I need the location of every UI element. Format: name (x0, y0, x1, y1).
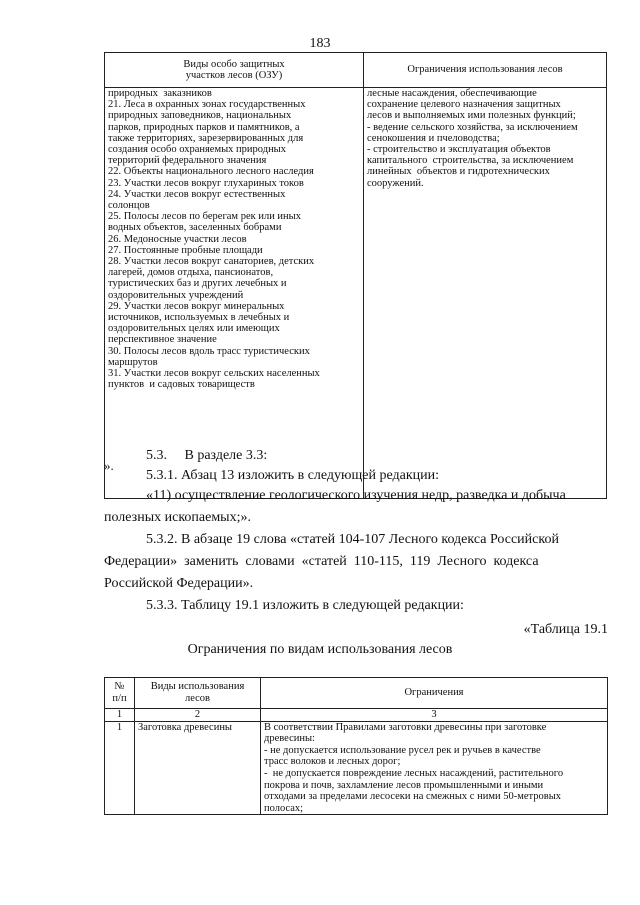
restriction-line: покрова и почв, захламление лесов промышленными и иными (264, 779, 544, 791)
header-line: № (114, 681, 125, 693)
table-label: «Таблица 19.1 (523, 622, 608, 637)
list-item: 24. Участки лесов вокруг естественных (108, 188, 286, 200)
list-item: 29. Участки лесов вокруг минеральных (108, 300, 285, 312)
list-item: 30. Полосы лесов вдоль трасс туристических (108, 345, 310, 357)
list-item: лагерей, домов отдыха, пансионатов, (108, 267, 274, 279)
list-item: 23. Участки лесов вокруг глухариных токов (108, 177, 304, 189)
list-item: 25. Полосы лесов по берегам рек или иных (108, 211, 301, 223)
table1-header-col2: Ограничения использования лесов (364, 53, 607, 88)
list-item: парков, природных парков и памятников, а (108, 121, 300, 133)
list-item: 21. Леса в охранных зонах государственных (108, 99, 306, 111)
col-number: 2 (135, 709, 261, 722)
paragraph-section-5-3: 5.3. В разделе 3.3: (146, 448, 268, 463)
paragraph-5-3-3-holder (146, 596, 464, 616)
paragraph-5-3-2: 5.3.2. В абзаце 19 слова «статей 104-107 Лесного кодекса Российской (146, 532, 559, 547)
restriction-line: полосах; (264, 802, 304, 814)
list-item: 26. Медоносные участки лесов (108, 233, 247, 245)
restriction-line: линейных объектов и гидротехнических (367, 166, 550, 178)
restriction-line: - не допускается использование русел рек и ручьев в качестве (264, 744, 541, 756)
restriction-line: - строительство и эксплуатация объектов (367, 144, 551, 156)
paragraph-5-3-2-cont2: Российской Федерации». (104, 576, 254, 591)
list-item: природных заказников (108, 88, 212, 99)
list-item: оздоровительных целях или имеющих (108, 323, 280, 335)
list-item: перспективное значение (108, 334, 217, 346)
list-item: также территориях, зарезервированных для (108, 132, 304, 144)
closing-quote: ». (104, 458, 114, 473)
restriction-line: - ведение сельского хозяйства, за исключением (367, 121, 578, 133)
restriction-line: капитального строительства, за исключением (367, 155, 574, 167)
restriction-line: сооружений. (367, 177, 424, 189)
restriction-line: - не допускается повреждение лесных насаждений, растительного (264, 767, 564, 779)
list-item: 22. Объекты национального лесного наследия (108, 166, 314, 178)
list-item: маршрутов (108, 356, 158, 368)
row-type: Заготовка древесины (135, 721, 261, 815)
restriction-line: отходами за пределами лесосеки на смежных с ними 50-метровых (264, 791, 561, 803)
header-line: Виды особо защитных (183, 58, 285, 70)
list-item: оздоровительных учреждений (108, 289, 244, 301)
list-item: пунктов и садовых товариществ (108, 379, 255, 391)
list-item: 28. Участки лесов вокруг санаториев, детских (108, 256, 315, 268)
restriction-line: лесов и выполняемых ими полезных функций; (367, 110, 576, 122)
page-number: 183 (309, 36, 331, 51)
list-item: туристических баз и других лечебных и (108, 278, 287, 290)
header-restrictions: Ограничения (261, 678, 608, 709)
header-type (135, 678, 261, 709)
restriction-line: В соответствии Правилами заготовки древесины при заготовке (264, 721, 547, 733)
list-item: солонцов (108, 200, 150, 212)
list-item: территорий федерального значения (108, 155, 267, 167)
row-number: 1 (105, 721, 135, 815)
header-line: Виды использования (150, 681, 245, 693)
paragraph-5-3-3: 5.3.3. Таблицу 19.1 изложить в следующей редакции: (146, 598, 464, 613)
restriction-line: сенокошения и пчеловодства; (367, 132, 500, 144)
table-title: Ограничения по видам использования лесов (187, 642, 453, 657)
paragraph-5-3-2-cont1: Федерации» заменить словами «статей 110-115, 119 Лесного кодекса (104, 554, 539, 569)
table1-col2-cell (364, 88, 607, 499)
paragraph-quote-11-cont: полезных ископаемых;». (104, 510, 251, 525)
protected-areas-table (104, 52, 607, 499)
restriction-line: лесные насаждения, обеспечивающие (367, 88, 537, 99)
forest-use-restrictions-table (104, 677, 608, 815)
list-item: водных объектов, заселенных бобрами (108, 222, 282, 234)
table1-header-col1 (105, 53, 364, 88)
header-line: лесов (184, 693, 211, 704)
header-num (105, 678, 135, 709)
table1-col1-cell (105, 88, 364, 499)
restriction-line: сохранение целевого назначения защитных (367, 99, 561, 111)
paragraph-5-3-1: 5.3.1. Абзац 13 изложить в следующей редакции: (146, 468, 440, 483)
list-item: 31. Участки лесов вокруг сельских населенных (108, 368, 320, 380)
restriction-line: древесины: (264, 733, 315, 745)
header-line: участков лесов (ОЗУ) (185, 70, 283, 81)
header-line: п/п (112, 693, 127, 704)
list-item: 27. Постоянные пробные площади (108, 244, 263, 256)
list-item: природных заповедников, национальных (108, 110, 292, 122)
col-number: 3 (261, 709, 608, 722)
list-item: создания особо охраняемых природных (108, 144, 286, 156)
paragraph-quote-11: «11) осуществление геологического изучения недр, разведка и добыча (146, 488, 566, 503)
row-restrictions (261, 721, 608, 815)
col-number: 1 (105, 709, 135, 722)
restriction-line: трасс волоков и лесных дорог; (264, 756, 401, 768)
list-item: источников, используемых в лечебных и (108, 312, 290, 324)
